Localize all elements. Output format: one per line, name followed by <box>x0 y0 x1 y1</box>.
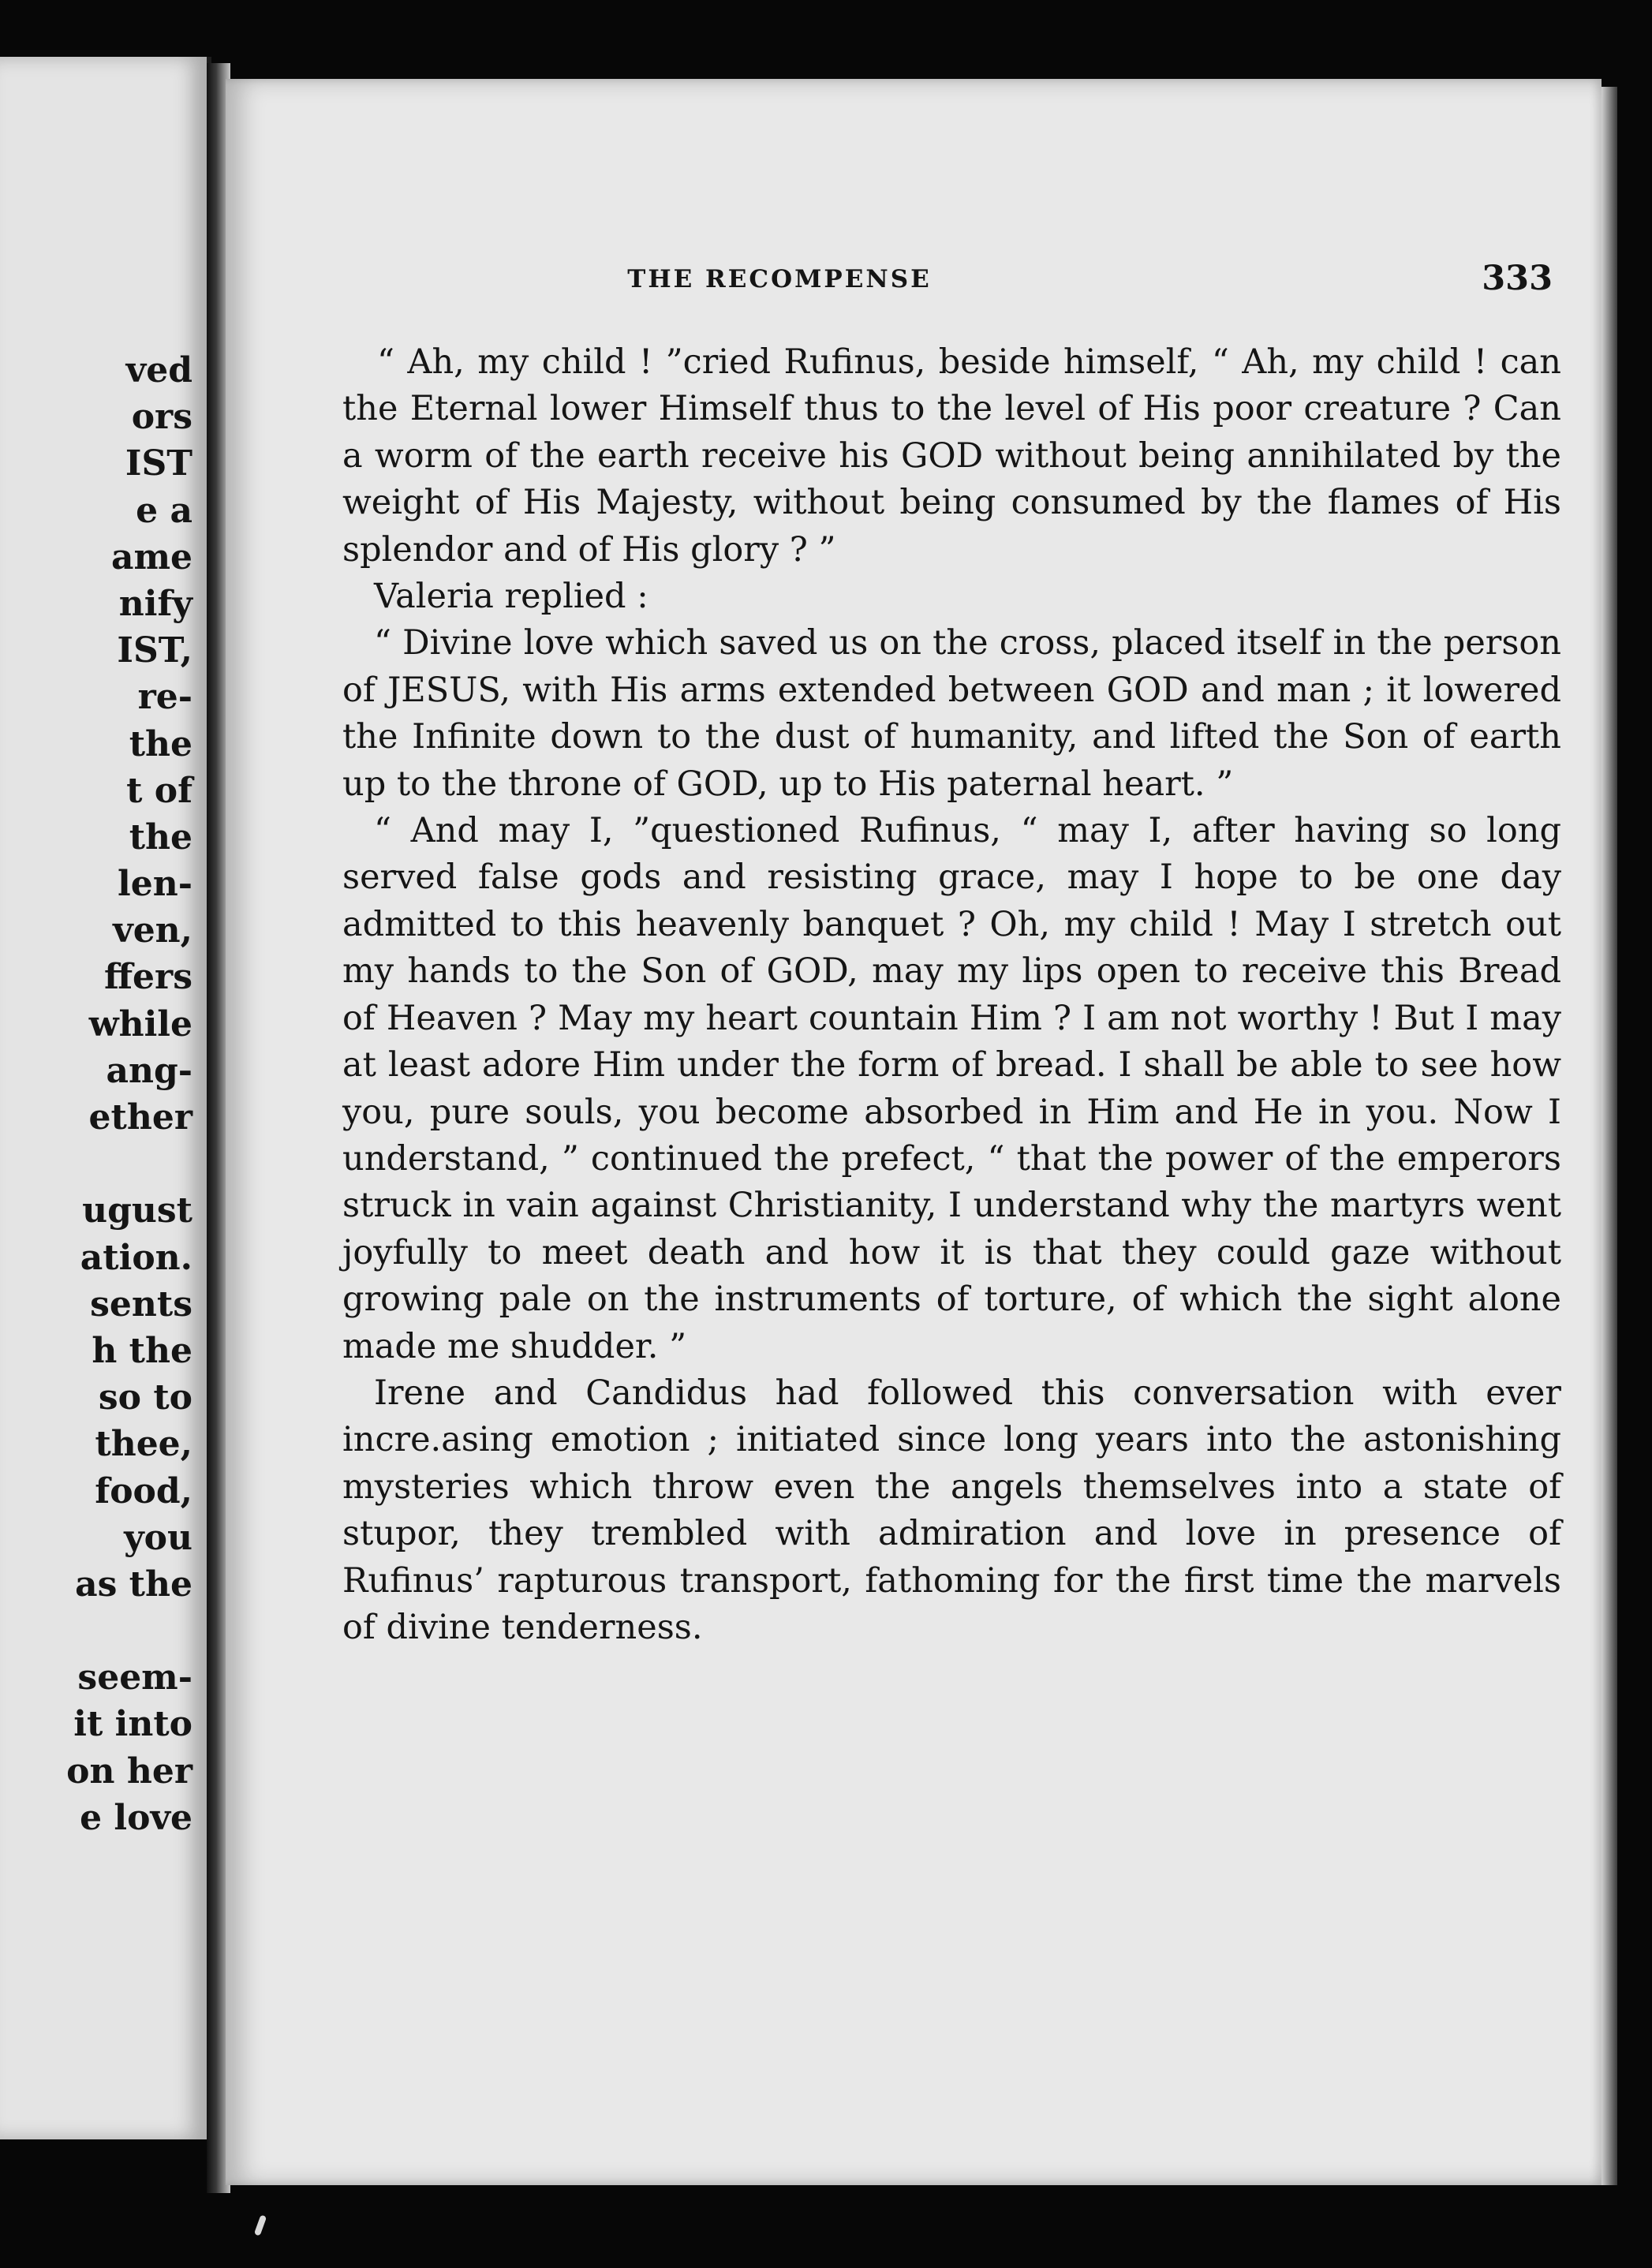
left-line: on her <box>66 1751 192 1792</box>
paragraph: “ Divine love which saved us on the cross, placed itself in the person of JESUS, with His arms extended between GOD and man ; it lowered the Infinite down to the dust of humanity, and lifted the Son of earth up to the throne of GOD, up to His paternal heart. ” <box>342 623 1561 804</box>
paragraph: Valeria replied : <box>374 577 648 617</box>
paragraph: “ Ah, my child ! ”cried Rufinus, beside himself, “ Ah, my child ! can the Eternal lower Himself thus to the level of His poor creature ? Can a worm of the earth receive his GOD without being annihilated by the weight of His Majesty, without being consumed by the flames of His splendor and of His glory ? ” <box>342 342 1561 570</box>
left-page-text-fragments <box>66 347 192 1841</box>
left-line: IST, <box>117 630 192 671</box>
left-line: ved <box>125 350 192 390</box>
left-line: it into <box>73 1704 192 1745</box>
left-line: e love <box>80 1797 192 1838</box>
facing-page-left <box>0 57 211 2139</box>
left-line: sents <box>90 1283 192 1325</box>
left-line: ang- <box>106 1050 192 1091</box>
left-line: while <box>88 1003 192 1044</box>
left-line: the <box>129 723 192 764</box>
left-line: len- <box>118 864 192 905</box>
left-line: ugust <box>82 1190 192 1231</box>
body-text <box>342 339 1561 1651</box>
paragraph: Irene and Candidus had followed this conversation with ever incre.asing emotion ; initiated since long years into the astonishing mysteries which throw even the angels themselves into a state of stupor, they trembled with admiration and love in presence of Rufinus’ rapturous transport, fathoming for the first time the marvels of divine tenderness. <box>342 1373 1561 1647</box>
left-line: ame <box>110 536 192 577</box>
left-line: food, <box>95 1470 192 1511</box>
scan-fleck <box>254 2214 267 2236</box>
left-line: nify <box>118 583 192 624</box>
left-line: you <box>124 1517 192 1558</box>
running-head: THE RECOMPENSE <box>627 265 932 293</box>
left-line: so to <box>98 1377 192 1418</box>
left-line: ven, <box>113 910 192 951</box>
page-number: 333 <box>1482 259 1553 298</box>
left-line-blank <box>66 1608 192 1654</box>
left-line: thee, <box>95 1424 192 1465</box>
page-edge-shadow <box>1602 87 1617 2185</box>
book-page-right <box>226 79 1602 2185</box>
paragraph: “ And may I, ”questioned Rufinus, “ may I, after having so long served false gods and resisting grace, may I hope to be one day admitted to this heavenly banquet ? Oh, my child ! May I stretch out my hands to the Son of GOD, may my lips open to receive this Bread of Heaven ? May my heart countain Him ? I am not worthy ! But I may at least adore Him under the form of bread. I shall be able to see how you, pure souls, you become absorbed in Him and He in you. Now I understand, ” continued the prefect, “ that the power of the emperors struck in vain against Christianity, I understand why the martyrs went joyfully to meet death and how it is that they could gaze without growing pale on the instruments of torture, of which the sight alone made me shudder. ” <box>342 811 1561 1366</box>
left-line: re- <box>137 677 192 718</box>
left-line: ether <box>88 1097 192 1138</box>
left-line: ffers <box>103 957 192 998</box>
left-line: as the <box>75 1564 192 1605</box>
left-line: t of <box>126 770 192 811</box>
left-line: ors <box>131 397 192 438</box>
left-line: e a <box>136 490 192 531</box>
left-line-blank <box>66 1141 192 1187</box>
left-line: IST <box>125 443 192 484</box>
left-line: the <box>129 816 192 858</box>
left-line: h the <box>92 1330 192 1371</box>
left-line: seem- <box>77 1657 192 1698</box>
left-line: ation. <box>80 1237 192 1278</box>
